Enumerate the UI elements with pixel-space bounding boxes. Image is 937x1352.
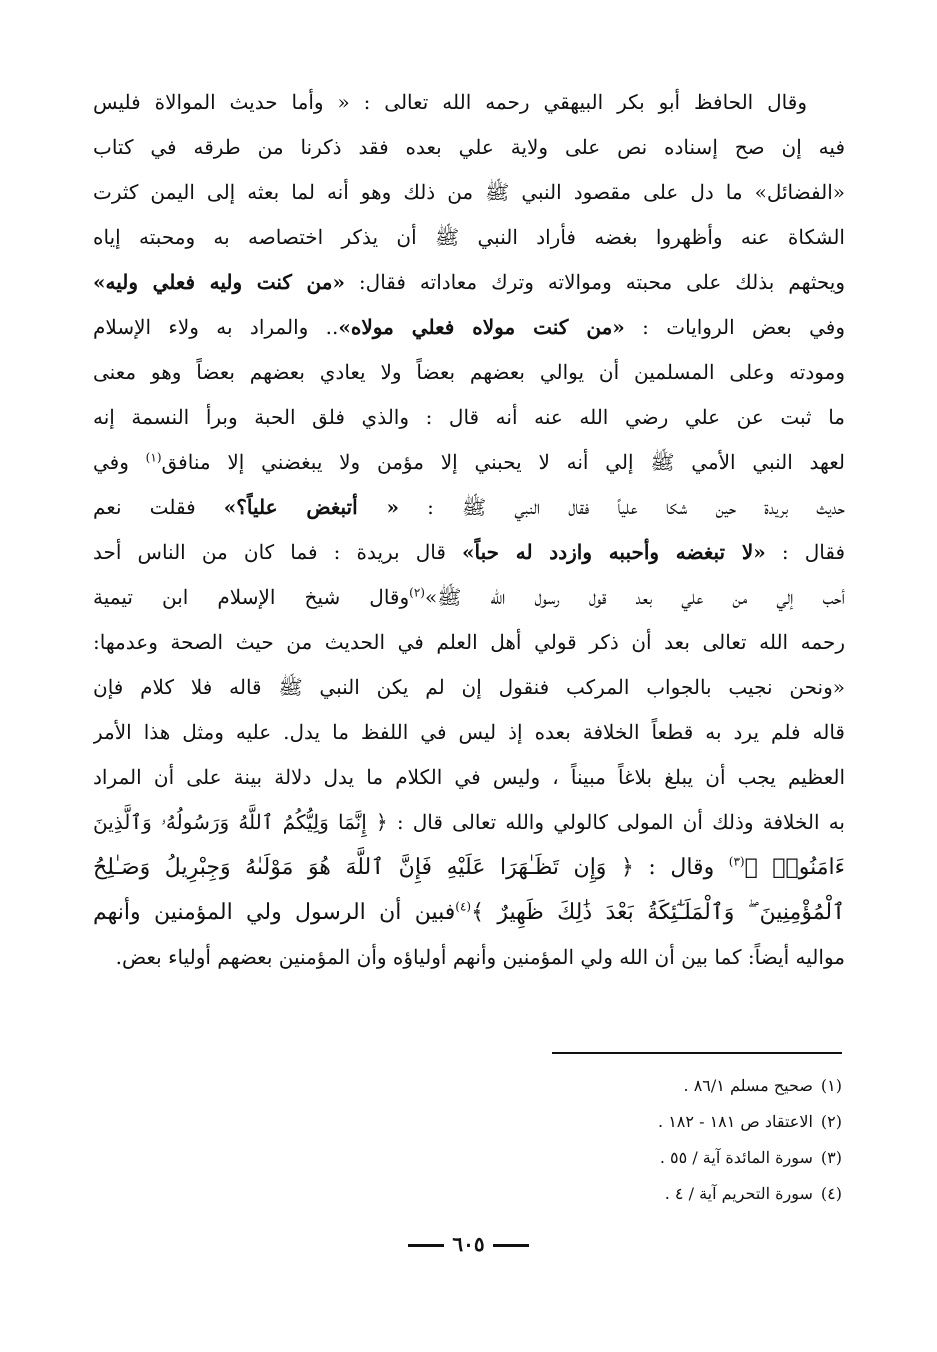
line-text: وقال شيخ الإسلام ابن تيمية bbox=[93, 585, 410, 609]
hadith-quote: «لا تبغضه وأحببه وازدد له حباً» bbox=[462, 540, 766, 564]
text-line bbox=[93, 485, 845, 530]
footnote-separator bbox=[552, 1052, 842, 1054]
text-line bbox=[93, 530, 845, 575]
page-number bbox=[0, 1232, 937, 1256]
line-text: ومودته وعلى المسلمين أن يوالي بعضهم بعضاً ولا يعادي بعضهم بعضاً وهو معنى bbox=[93, 360, 845, 384]
footnote-item bbox=[442, 1140, 842, 1176]
line-text: «الفضائل» ما دل على مقصود النبي ﷺ من ذلك وهو أنه لما بعثه إلى اليمن كثرت bbox=[93, 180, 845, 204]
line-text: ويحثهم بذلك على محبته وموالاته وترك معاداته فقال: bbox=[358, 270, 845, 294]
footnote-marker: (٤) bbox=[455, 899, 472, 914]
footnote-text: سورة المائدة آية / ٥٥ . bbox=[659, 1148, 813, 1167]
text-line bbox=[93, 215, 845, 260]
line-text: فيه إن صح إسناده نص على ولاية علي بعده فقد ذكرنا من طرقه في كتاب bbox=[93, 135, 845, 159]
line-text: فقال : bbox=[781, 540, 845, 564]
text-line bbox=[93, 755, 845, 800]
text-line bbox=[93, 845, 845, 890]
line-text: الشكاة عنه وأظهروا بغضه فأراد النبي ﷺ أن يذكر اختصاصه به ومحبته إياه bbox=[93, 225, 845, 249]
line-text: وفي بعض الروايات : bbox=[642, 315, 845, 339]
line-text: فقلت نعم bbox=[93, 495, 224, 519]
line-text: أحب إلي من علي بعد قول رسول الله ﷺ» bbox=[424, 585, 845, 609]
page-number-value: ٦٠٥ bbox=[452, 1232, 485, 1256]
line-text: وفي bbox=[93, 450, 146, 474]
quran-verse: ﴿ إِنَّمَا وَلِيُّكُمُ ٱللَّهُ وَرَسُولُهُۥ وَٱلَّذِينَ bbox=[93, 810, 388, 834]
line-text: .. والمراد به ولاء الإسلام bbox=[93, 315, 339, 339]
quran-verse: وقال : ﴿ وَإِن تَظَـٰهَرَا عَلَيْهِ فَإِنَّ ٱللَّهَ هُوَ مَوْلَىٰهُ وَجِبْرِيلُ وَصَـٰلِحُ bbox=[93, 855, 729, 880]
page-number-dash bbox=[408, 1244, 444, 1247]
footnote-number: (١) bbox=[820, 1076, 842, 1095]
text-line bbox=[93, 575, 845, 620]
footnote-item bbox=[442, 1176, 842, 1212]
footnote-text: الاعتقاد ص ١٨١ - ١٨٢ . bbox=[658, 1112, 813, 1131]
quran-verse: ٱلْمُؤْمِنِينَ ۖ وَٱلْمَلَـٰٓئِكَةُ بَعْدَ ذَٰلِكَ ظَهِيرٌ ﴾ bbox=[471, 900, 845, 925]
footnote-marker: (٢) bbox=[409, 585, 425, 600]
quran-verse: ءَامَنُوا۟ ﴾ bbox=[744, 855, 845, 880]
footnote-number: (٣) bbox=[820, 1148, 842, 1167]
footnote-number: (٤) bbox=[820, 1184, 842, 1203]
text-line bbox=[93, 440, 845, 485]
text-line bbox=[93, 170, 845, 215]
text-line bbox=[93, 260, 845, 305]
footnote-number: (٢) bbox=[820, 1112, 842, 1131]
line-text: مواليه أيضاً: كما بين أن الله ولي المؤمنين وأنهم أولياؤه وأن المؤمنين بعضهم أولياء بعض. bbox=[115, 945, 845, 969]
footnotes bbox=[442, 1068, 842, 1212]
line-text: فبين أن الرسول ولي المؤمنين وأنهم bbox=[93, 900, 456, 925]
main-paragraph bbox=[93, 80, 845, 980]
footnote-marker: (٣) bbox=[728, 854, 745, 869]
footnote-text: سورة التحريم آية / ٤ . bbox=[664, 1184, 813, 1203]
line-text: قاله فلم يرد به قطعاً الخلافة بعده إذ ليس في اللفظ ما يدل. عليه ومثل هذا الأمر bbox=[93, 720, 845, 744]
text-line bbox=[93, 935, 845, 980]
text-line bbox=[93, 800, 845, 845]
footnote-marker: (١) bbox=[145, 450, 162, 465]
footnote-item bbox=[442, 1104, 842, 1140]
text-line bbox=[93, 620, 845, 665]
hadith-quote: « أتبغض علياً؟» bbox=[223, 495, 399, 519]
text-line bbox=[93, 890, 845, 935]
text-line bbox=[93, 350, 845, 395]
text-line bbox=[93, 80, 845, 125]
line-text: وقال الحافظ أبو بكر البيهقي رحمه الله تعالى : « وأما حديث الموالاة فليس bbox=[93, 90, 807, 114]
hadith-quote: «من كنت وليه فعلي وليه» bbox=[93, 270, 345, 294]
hadith-quote: «من كنت مولاه فعلي مولاه» bbox=[338, 315, 625, 339]
line-text: به الخلافة وذلك أن المولى كالولي والله تعالى قال : bbox=[396, 810, 845, 834]
line-text: حديث بريدة حين شكا علياً فقال النبي ﷺ : bbox=[427, 495, 845, 519]
line-text: رحمه الله تعالى بعد أن ذكر قولي أهل العلم في الحديث من حيث الصحة وعدمها: bbox=[93, 630, 845, 654]
page-number-dash bbox=[493, 1244, 529, 1247]
line-text: ما ثبت عن علي رضي الله عنه أنه قال : والذي فلق الحبة وبرأ النسمة إنه bbox=[93, 405, 845, 429]
text-line bbox=[93, 125, 845, 170]
line-text: «ونحن نجيب بالجواب المركب فنقول إن لم يكن النبي ﷺ قاله فلا كلام فإن bbox=[93, 675, 845, 699]
line-text: لعهد النبي الأمي ﷺ إلي أنه لا يحبني إلا مؤمن ولا يبغضني إلا منافق bbox=[161, 450, 845, 474]
text-line bbox=[93, 395, 845, 440]
text-line bbox=[93, 710, 845, 755]
text-line bbox=[93, 665, 845, 710]
text-line bbox=[93, 305, 845, 350]
line-text: قال بريدة : فما كان من الناس أحد bbox=[93, 540, 463, 564]
footnote-text: صحيح مسلم ٨٦/١ . bbox=[683, 1076, 813, 1095]
line-text: العظيم يجب أن يبلغ بلاغاً مبيناً ، وليس في الكلام ما يدل دلالة بينة على أن المراد bbox=[93, 765, 845, 789]
footnote-item bbox=[442, 1068, 842, 1104]
